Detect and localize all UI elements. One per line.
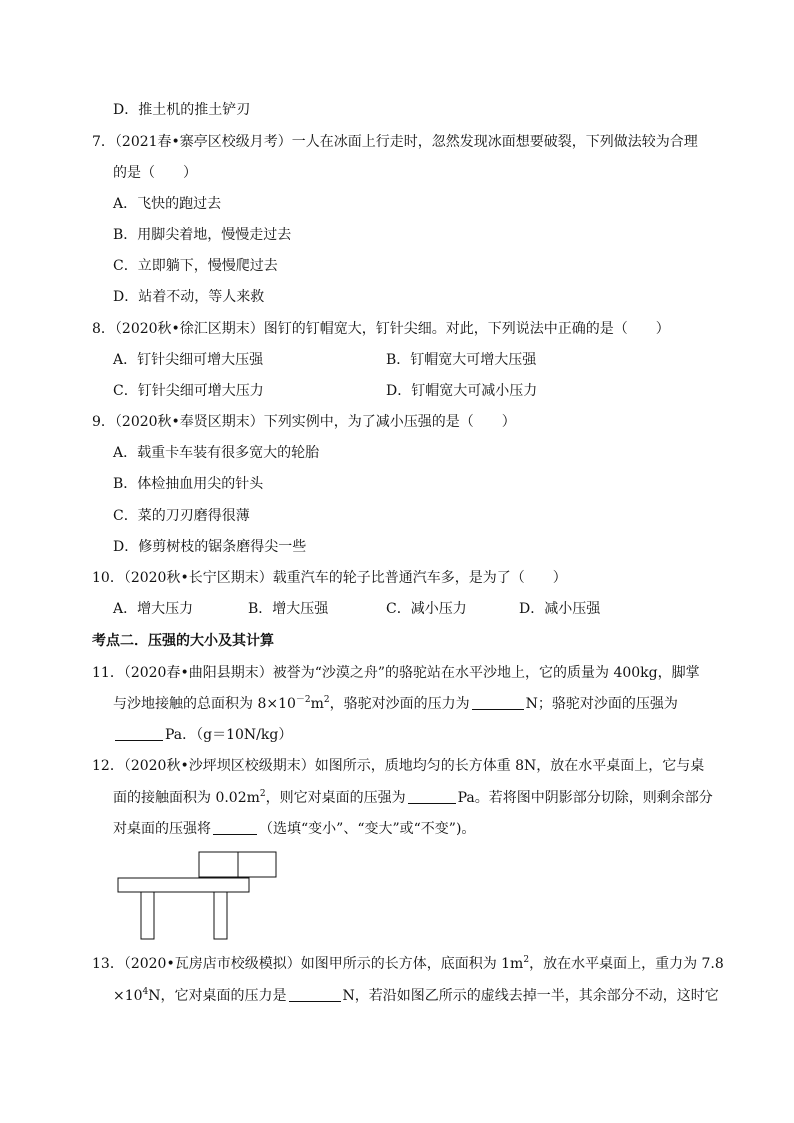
q11-stem-line1: 11．（2020春•曲阳县期末）被誉为“沙漠之舟”的骆驼站在水平沙地上，它的质量为 400kg，脚掌 [92, 665, 700, 681]
table-leg-left [141, 892, 154, 939]
q7-option-b: B．用脚尖着地，慢慢走过去 [113, 227, 292, 243]
q10-option-a: A．增大压力 [113, 601, 194, 617]
q8-option-c: C．钉针尖细可增大压力 [113, 383, 264, 399]
table-top [118, 878, 249, 892]
table-leg-right [214, 892, 227, 939]
section-title: 考点二．压强的大小及其计算 [92, 633, 274, 649]
q11-stem-line2: 与沙地接触的总面积为 $8\times 10^{-2}m^2$，骆驼对沙面的压力为 N；骆驼对沙面的压强为 [113, 695, 678, 712]
q12-stem-line1: 12．（2020秋•沙坪坝区校级期末）如图所示，质地均匀的长方体重 8N，放在水平桌面上，它与桌 [92, 758, 705, 774]
q10-option-b: B．增大压强 [248, 601, 329, 617]
q7-option-c: C．立即躺下，慢慢爬过去 [113, 258, 278, 274]
q9-option-a: A．载重卡车装有很多宽大的轮胎 [113, 445, 320, 461]
q6-option-d: D．推土机的推土铲刃 [113, 102, 251, 118]
q13-stem-line1: 13．（2020•瓦房店市校级模拟）如图甲所示的长方体，底面积为 $1m^2$，放在水平桌面上，重力为 7.8 [92, 955, 724, 972]
q11-stem-line3: Pa．（g＝10N/kg） [113, 725, 292, 745]
table-block-figure [114, 848, 284, 942]
q7-option-a: A．飞快的跑过去 [113, 196, 222, 212]
q8-stem: 8．（2020秋•徐汇区期末）图钉的钉帽宽大，钉针尖细。对此，下列说法中正确的是（ ） [92, 321, 670, 337]
q10-stem: 10．（2020秋•长宁区期末）载重汽车的轮子比普通汽车多，是为了（ ） [92, 570, 567, 586]
q12-blank-pressure[interactable] [408, 789, 456, 804]
q10-option-c: C．减小压力 [386, 601, 467, 617]
q10-option-d: D．减小压强 [519, 601, 601, 617]
q12-stem-line3: 对桌面的压强将 （选填“变小”、“变大”或“不变”)。 [113, 821, 476, 837]
q8-option-d: D．钉帽宽大可减小压力 [386, 383, 538, 399]
q9-option-c: C．菜的刀刃磨得很薄 [113, 508, 250, 524]
q12-stem-line2: 面的接触面积为 $0.02m^2$，则它对桌面的压强为 Pa。若将图中阴影部分切除，则剩余部分 [113, 789, 713, 806]
q9-option-d: D．修剪树枝的锯条磨得尖一些 [113, 539, 307, 555]
q7-stem-line2: 的是（ ） [113, 165, 197, 181]
q11-blank-pressure[interactable] [115, 726, 163, 741]
q11-blank-force[interactable] [472, 695, 524, 710]
q13-stem-line2: $\times 10^4N$，它对桌面的压力是 N，若沿如图乙所示的虚线去掉一半，其余部分不动，这时它 [113, 987, 719, 1004]
q9-stem: 9．（2020秋•奉贤区期末）下列实例中，为了减小压强的是（ ） [92, 414, 516, 430]
q7-stem-line1: 7．（2021春•寨亭区校级月考）一人在冰面上行走时，忽然发现冰面想要破裂，下列做法较为合理 [92, 134, 698, 150]
q12-blank-change[interactable] [213, 820, 257, 835]
q8-option-a: A．钉针尖细可增大压强 [113, 352, 264, 368]
q7-option-d: D．站着不动，等人来救 [113, 289, 265, 305]
q13-blank-force[interactable] [289, 987, 341, 1002]
q9-option-b: B．体检抽血用尖的针头 [113, 476, 264, 492]
q8-option-b: B．钉帽宽大可增大压强 [386, 352, 537, 368]
